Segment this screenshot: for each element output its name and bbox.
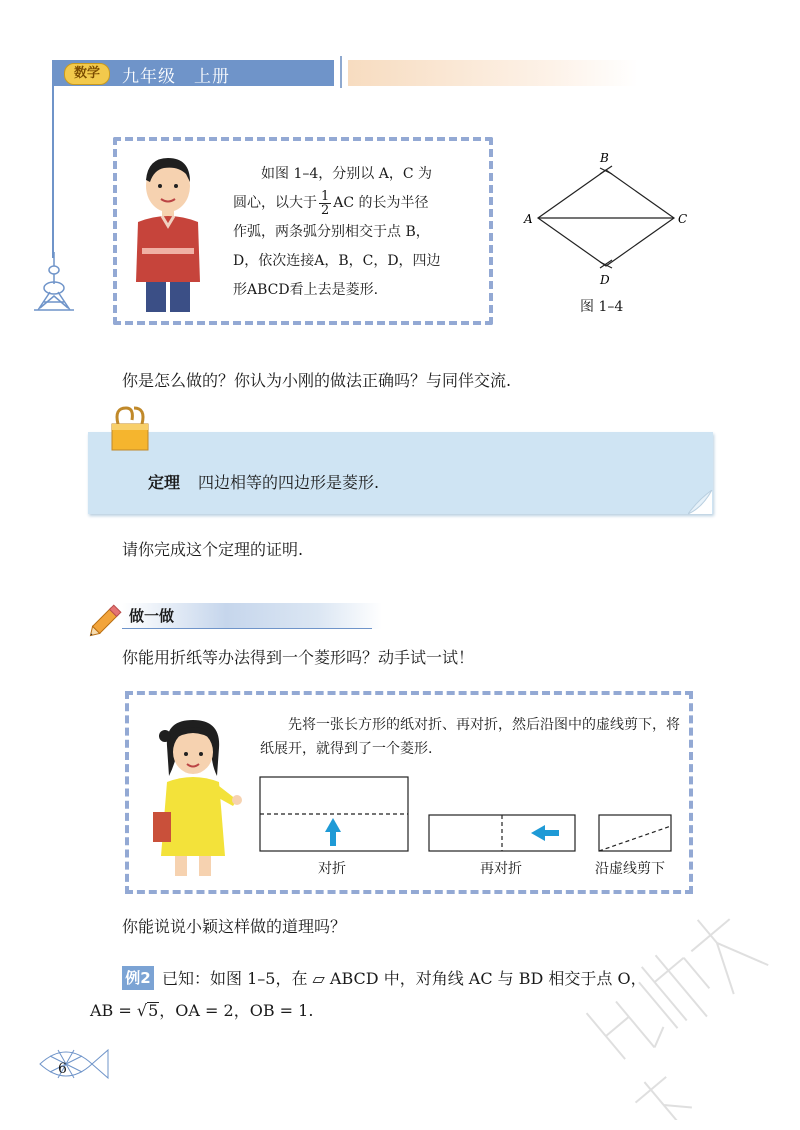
vertex-label-b: B: [600, 151, 609, 165]
fraction-denominator: 2: [321, 202, 330, 218]
fraction-half: [319, 190, 331, 217]
fold-arrow-left: [531, 825, 559, 841]
tower-icon: [30, 250, 80, 312]
header-decoration: [348, 60, 638, 86]
example-line1: 已知：如图 1–5，在 ▱ ABCD 中，对角线 AC 与 BD 相交于点 O，: [162, 969, 647, 988]
fraction-numerator: 1: [321, 188, 330, 204]
box1-text-segment: AC 的长为半径: [333, 195, 429, 211]
page-number: 6: [58, 1061, 67, 1077]
subject-badge: 数学: [64, 63, 110, 85]
sqrt-radicand: 5: [148, 1001, 159, 1020]
step-caption: 对折: [318, 861, 346, 877]
vertex-label-c: C: [678, 212, 688, 226]
binder-clip-icon: [108, 404, 152, 452]
box2-text: 先将一张长方形的纸对折、再对折，然后沿图中的虚线剪下，将纸展开，就得到了一个菱形.: [260, 717, 680, 757]
example-text-segment: AB =: [90, 1001, 137, 1020]
girl-illustration: [145, 716, 245, 876]
step-caption: 再对折: [480, 861, 522, 877]
cut-line: [599, 826, 671, 851]
box1-line: 如图 1–4，分别以 A，C 为: [261, 166, 432, 182]
theorem-text: 四边相等的四边形是菱形.: [198, 473, 380, 492]
example-line2: [90, 998, 313, 1021]
folding-steps-figure: [255, 774, 685, 856]
question-paragraph: 请你完成这个定理的证明.: [122, 540, 304, 559]
pencil-icon: [86, 600, 126, 640]
example-badge: 例2: [122, 966, 154, 990]
rhombus-figure: [520, 148, 700, 288]
activity-title: 做一做: [129, 607, 175, 625]
activity-question: 你能用折纸等办法得到一个菱形吗？动手试一试！: [122, 648, 475, 667]
box1-line: [233, 189, 473, 218]
box1-text-segment: 圆心，以大于: [233, 195, 317, 211]
box1-line: 作弧，两条弧分别相交于点 B，: [233, 224, 430, 240]
margin-line: [52, 86, 54, 258]
boy-illustration: [128, 152, 208, 312]
activity-underline: [122, 628, 372, 629]
paper-step3: [599, 815, 671, 851]
sqrt-sign: √: [136, 1001, 148, 1020]
theorem-label: 定理: [148, 473, 181, 492]
box1-text: [233, 160, 473, 305]
example-text-segment: ，OA = 2，OB = 1.: [159, 1001, 314, 1020]
vertex-label-a: A: [524, 212, 533, 226]
box1-line: 形ABCD看上去是菱形.: [233, 282, 379, 298]
vertex-label-d: D: [600, 273, 610, 287]
header-divider: [340, 56, 342, 88]
figure-caption: 图 1–4: [580, 299, 624, 315]
watermark: [560, 880, 800, 1120]
box1-line: D，依次连接A，B，C，D，四边: [233, 253, 441, 269]
question-paragraph: 你是怎么做的？你认为小刚的做法正确吗？与同伴交流.: [122, 371, 512, 390]
theorem-statement: [148, 470, 379, 493]
book-title: 九年级 上册: [122, 67, 230, 87]
fish-page-icon: [36, 1040, 112, 1090]
fold-arrow-up: [325, 818, 341, 846]
step-caption: 沿虚线剪下: [595, 861, 665, 877]
page-curl-decoration: [688, 490, 714, 516]
question-paragraph: 你能说说小颖这样做的道理吗？: [122, 917, 347, 936]
